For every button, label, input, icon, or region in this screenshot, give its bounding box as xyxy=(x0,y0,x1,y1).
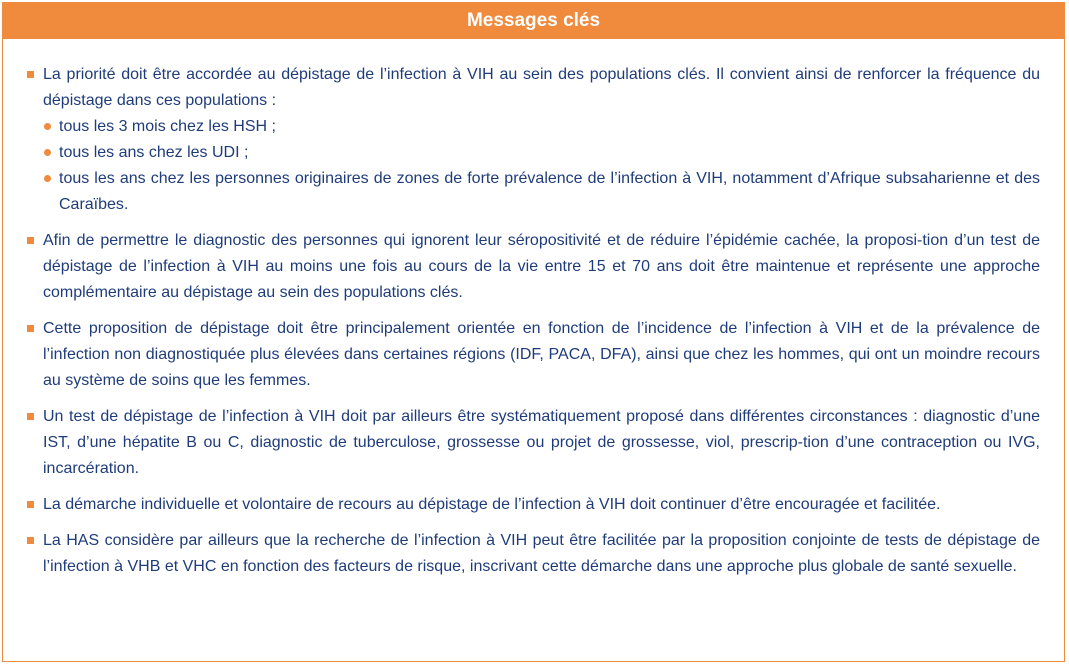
messages-list xyxy=(3,39,1064,580)
sub-list xyxy=(43,114,1040,218)
round-bullet-icon xyxy=(44,149,51,156)
sub-list-item-text: tous les 3 mois chez les HSH ; xyxy=(59,118,276,135)
list-item-text: Un test de dépistage de l’infection à VIH doit par ailleurs être systématiquement proposé dans différentes circonstances : diagnostic d’une IST, d’une hépatite B ou C, diagnostic de tuberculose, grossesse ou projet de grossesse, viol, prescrip-tion d’une contraception ou IVG, incarcération. xyxy=(43,408,1040,477)
sub-list-item-text: tous les ans chez les UDI ; xyxy=(59,144,249,161)
sub-list-item xyxy=(43,140,1040,166)
list-item xyxy=(27,492,1040,518)
list-item-text: La démarche individuelle et volontaire de recours au dépistage de l’infection à VIH doit continuer d’être encouragée et facilitée. xyxy=(43,496,941,513)
list-item-text: La HAS considère par ailleurs que la recherche de l’infection à VIH peut être facilitée par la proposition conjointe de tests de dépistage de l’infection à VHB et VHC en fonction des facteurs de risque, inscrivant cette démarche dans une approche plus globale de santé sexuelle. xyxy=(43,532,1040,575)
list-item-text: Cette proposition de dépistage doit être principalement orientée en fonction de l’incidence de l’infection à VIH et de la prévalence de l’infection non diagnostiquée plus élevées dans certaines régions (IDF, PACA, DFA), ainsi que chez les hommes, qui ont un moindre recours au système de soins que les femmes. xyxy=(43,320,1040,389)
list-item xyxy=(27,528,1040,580)
sub-list-item-text: tous les ans chez les personnes originaires de zones de forte prévalence de l’infection à VIH, notamment d’Afrique subsaharienne et des Caraïbes. xyxy=(59,170,1040,213)
square-bullet-icon xyxy=(27,501,34,508)
key-messages-box xyxy=(2,2,1065,662)
list-item-text: Afin de permettre le diagnostic des personnes qui ignorent leur séropositivité et de réduire l’épidémie cachée, la proposi-tion d’un test de dépistage de l’infection à VIH au moins une fois au cours de la vie entre 15 et 70 ans doit être maintenue et représente une approche complémentaire au dépistage au sein des populations clés. xyxy=(43,232,1040,301)
list-item xyxy=(27,62,1040,218)
box-title: Messages clés xyxy=(466,10,601,31)
square-bullet-icon xyxy=(27,71,34,78)
square-bullet-icon xyxy=(27,325,34,332)
list-item xyxy=(27,228,1040,306)
sub-list-item xyxy=(43,166,1040,218)
square-bullet-icon xyxy=(27,413,34,420)
box-header xyxy=(3,3,1064,39)
square-bullet-icon xyxy=(27,237,34,244)
round-bullet-icon xyxy=(44,175,51,182)
square-bullet-icon xyxy=(27,537,34,544)
list-item xyxy=(27,316,1040,394)
sub-list-item xyxy=(43,114,1040,140)
list-item-text: La priorité doit être accordée au dépistage de l’infection à VIH au sein des populations clés. Il convient ainsi de renforcer la fréquence du dépistage dans ces populations : xyxy=(43,66,1040,109)
list-item xyxy=(27,404,1040,482)
round-bullet-icon xyxy=(44,123,51,130)
